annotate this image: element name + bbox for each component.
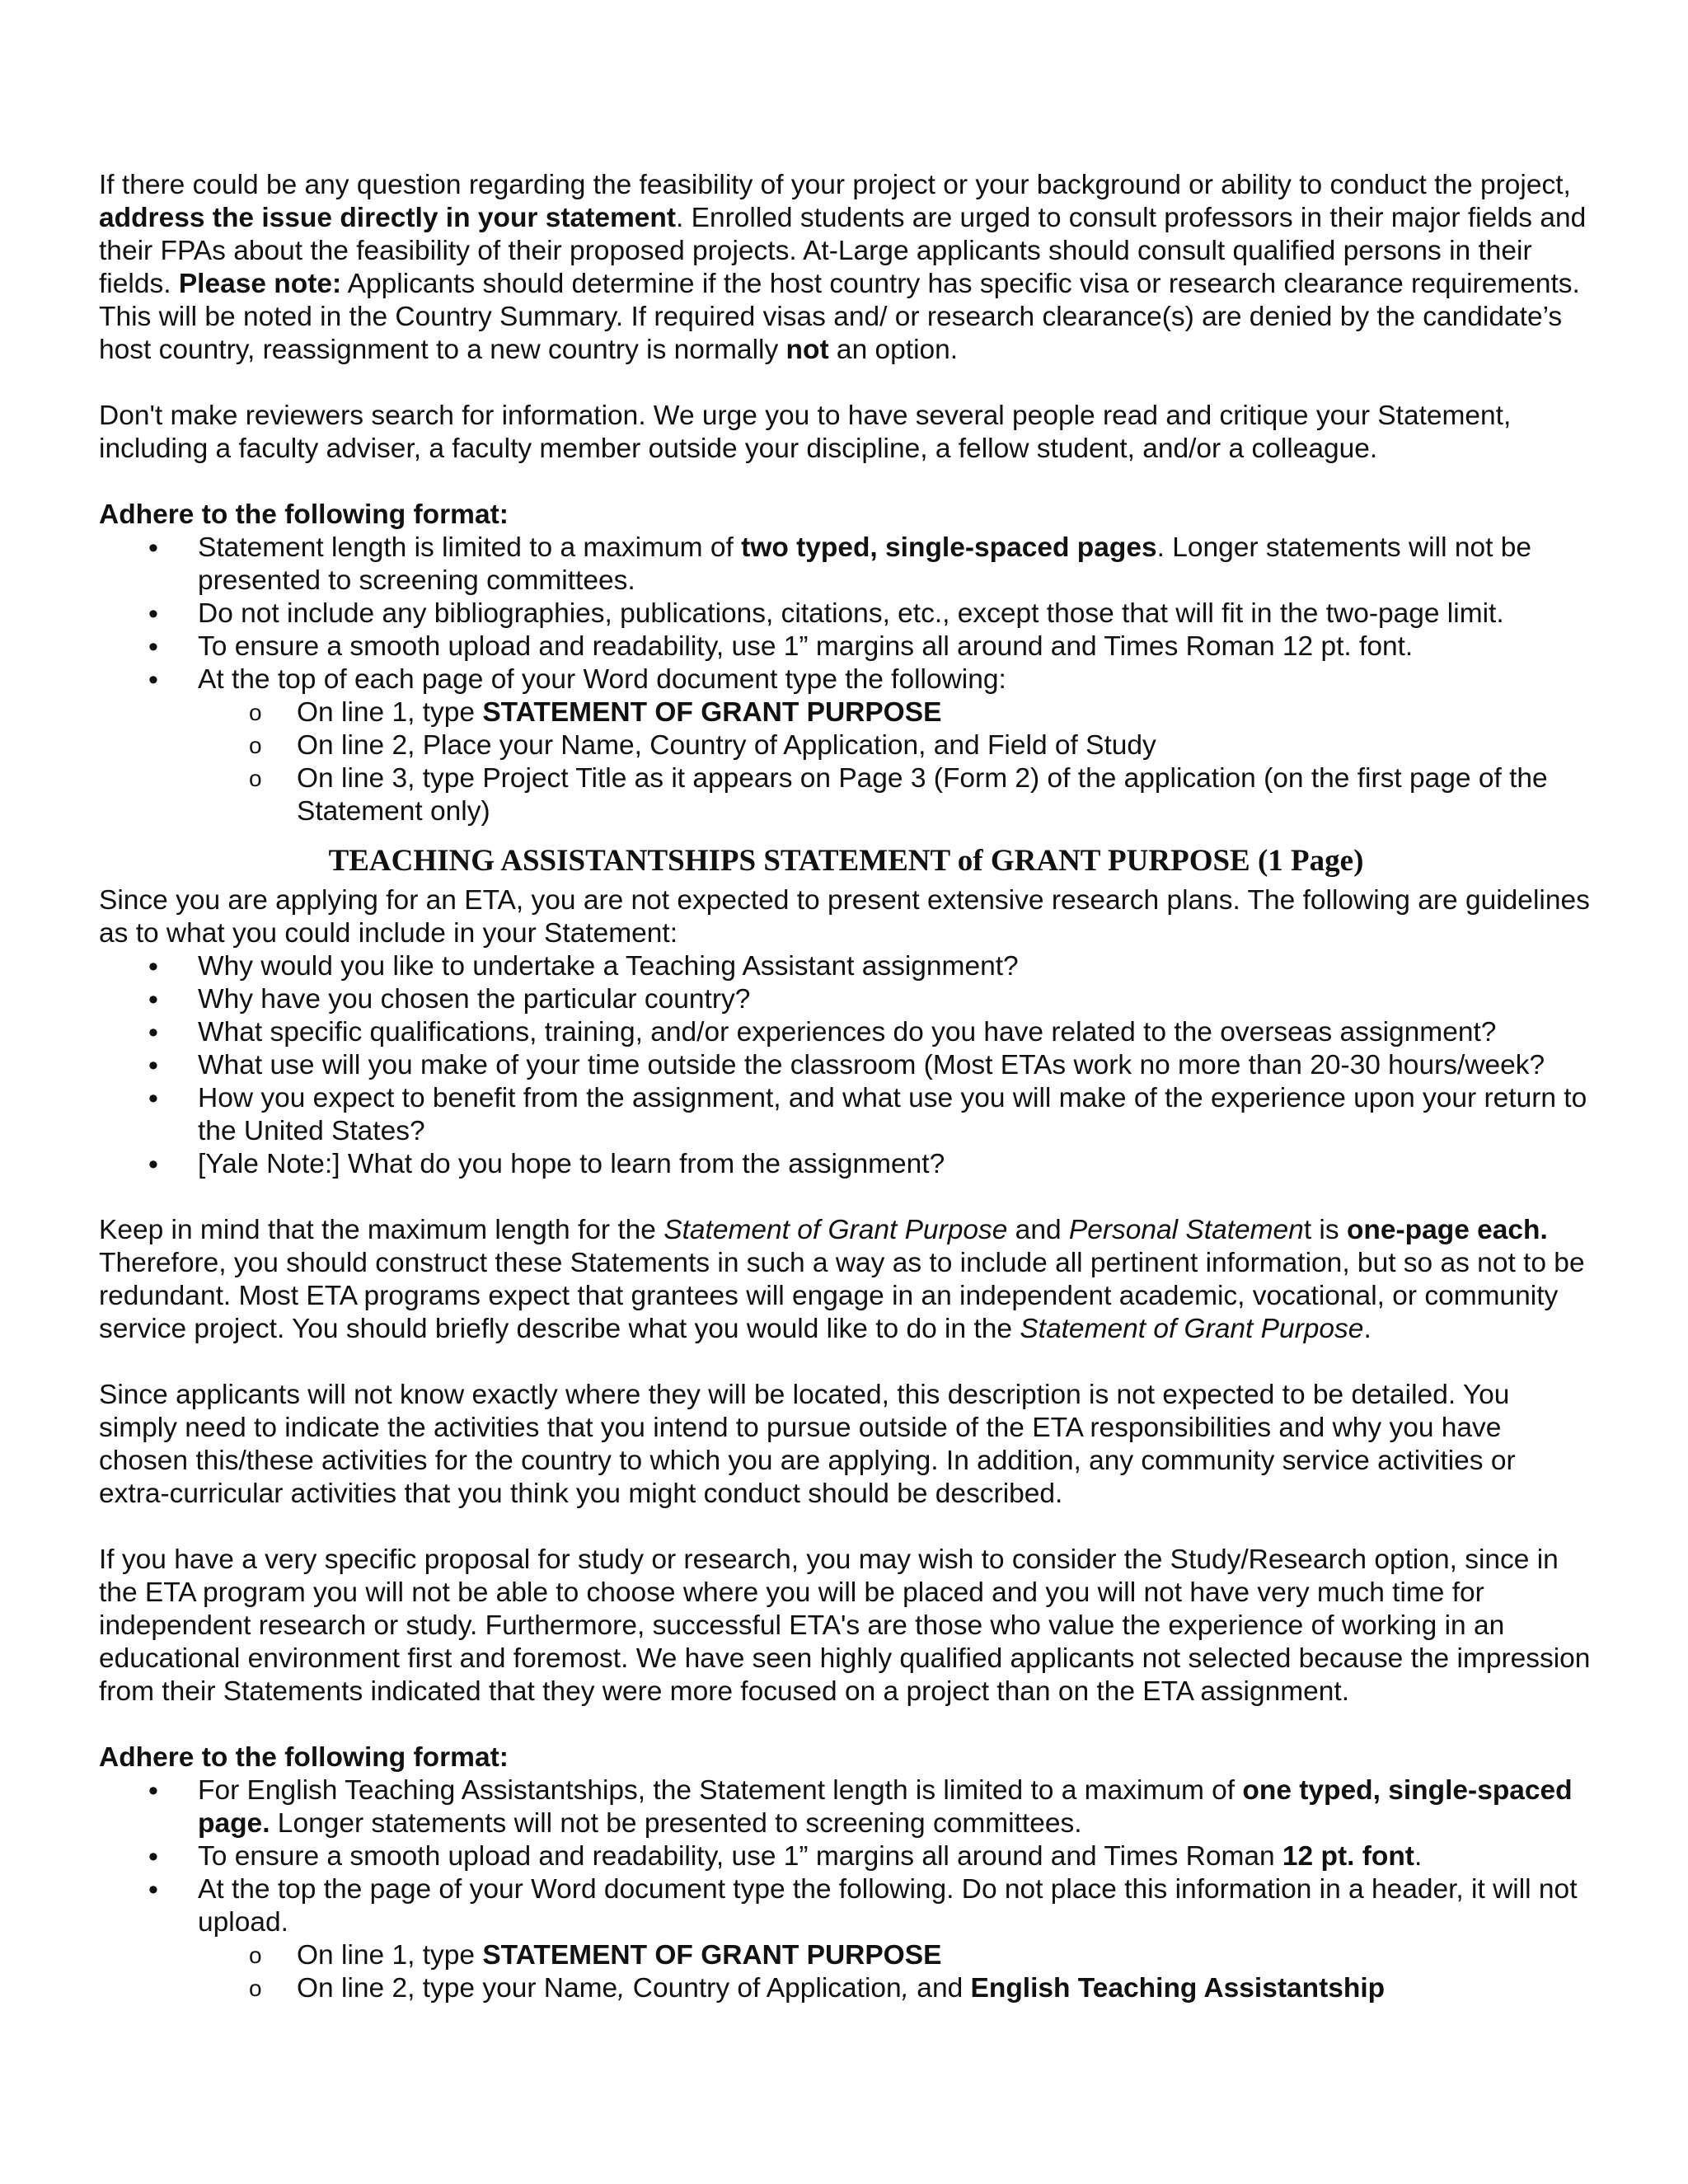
list-item: o On line 2, type your Name, Country of Application, and English Teaching Assistantship (297, 1972, 1593, 2005)
list-item: • How you expect to benefit from the assignment, and what use you will make of the experience upon your return to the United States? (198, 1082, 1593, 1148)
eta-intro-paragraph: Since you are applying for an ETA, you are not expected to present extensive research plans. The following are guidelines as to what you could include in your Statement: (99, 885, 1590, 949)
list-item: • Do not include any bibliographies, publications, citations, etc., except those that will fit in the two-page limit. (198, 598, 1593, 630)
list-item: • At the top the page of your Word document type the following. Do not place this information in a header, it will not upload. o On line 1, type STATEMENT OF GRANT PURPOSE o On line 2, type your Name, Country of Application, and English Teaching Assistantship (198, 1873, 1593, 2005)
eta-paragraph-research-option: If you have a very specific proposal for study or research, you may wish to consider the Study/Research option, since in the ETA program you will not be able to choose where you will be placed and you will not have very much time for independent research or study. Furthermore, successful ETA's are those who value the experience of working in an educational environment first and foremost. We have seen highly qualified applicants not selected because the impression from their Statements indicated that they were more focused on a project than on the ETA assignment. (99, 1544, 1591, 1707)
list-item: • To ensure a smooth upload and readability, use 1” margins all around and Times Roman 12 pt. font. (198, 630, 1593, 663)
format-list-1 (99, 532, 1593, 828)
list-item: o On line 1, type STATEMENT OF GRANT PURPOSE (297, 696, 1593, 729)
eta-guidelines-list (99, 950, 1593, 1181)
list-item: • Why have you chosen the particular country? (198, 983, 1593, 1016)
list-item: • At the top of each page of your Word document type the following: o On line 1, type STATEMENT OF GRANT PURPOSE o On line 2, Place your Name, Country of Application, and Field of Study o On line 3, type Project Title as it appears on Page 3 (Form 2) of the application (on the first page of the Statement only) (198, 663, 1593, 828)
list-item: • What use will you make of your time outside the classroom (Most ETAs work no more than 20-30 hours/week? (198, 1049, 1593, 1082)
spacer (99, 1181, 1593, 1214)
format-sublist-1 (198, 696, 1593, 828)
eta-paragraph-length: Keep in mind that the maximum length for the Statement of Grant Purpose and Personal Statement is one-page each. Therefore, you should construct these Statements in such a way as to include all pertinent information, but so as not to be redundant. Most ETA programs expect that grantees will engage in an independent academic, vocational, or community service project. You should briefly describe what you would like to do in the Statement of Grant Purpose. (99, 1215, 1585, 1344)
section-title-eta: TEACHING ASSISTANTSHIPS STATEMENT of GRANT PURPOSE (1 Page) (328, 844, 1364, 878)
format-sublist-2 (198, 1939, 1593, 2005)
list-item: • To ensure a smooth upload and readability, use 1” margins all around and Times Roman 12 pt. font. (198, 1840, 1593, 1873)
list-item: o On line 2, Place your Name, Country of Application, and Field of Study (297, 729, 1593, 762)
format-list-2 (99, 1774, 1593, 2005)
list-item: • Why would you like to undertake a Teaching Assistant assignment? (198, 950, 1593, 983)
format-heading-1: Adhere to the following format: (99, 499, 509, 530)
list-item: • What specific qualifications, training, and/or experiences do you have related to the overseas assignment? (198, 1016, 1593, 1049)
format-heading-2: Adhere to the following format: (99, 1742, 509, 1773)
list-item: • For English Teaching Assistantships, the Statement length is limited to a maximum of one typed, single-spaced page. Longer statements will not be presented to screening committees. (198, 1774, 1593, 1840)
list-item: • [Yale Note:] What do you hope to learn from the assignment? (198, 1148, 1593, 1181)
intro-paragraph-feasibility: If there could be any question regarding the feasibility of your project or your background or ability to conduct the project, address the issue directly in your statement. Enrolled students are urged to consult professors in their major fields and their FPAs about the feasibility of their proposed projects. At-Large applicants should consult qualified persons in their fields. Please note: Applicants should determine if the host country has specific visa or research clearance requirements. This will be noted in the Country Summary. If required visas and/ or research clearance(s) are denied by the candidate’s host country, reassignment to a new country is normally not an option. (99, 170, 1587, 365)
intro-paragraph-reviewers: Don't make reviewers search for information. We urge you to have several people read and critique your Statement, including a faculty adviser, a faculty member outside your discipline, a fellow student, and/or a colleague. (99, 401, 1512, 464)
list-item: o On line 3, type Project Title as it appears on Page 3 (Form 2) of the application (on the first page of the Statement only) (297, 762, 1593, 828)
list-item: • Statement length is limited to a maximum of two typed, single-spaced pages. Longer statements will not be presented to screening committees. (198, 532, 1593, 598)
list-item: o On line 1, type STATEMENT OF GRANT PURPOSE (297, 1939, 1593, 1972)
eta-paragraph-location: Since applicants will not know exactly where they will be located, this description is not expected to be detailed. You simply need to indicate the activities that you intend to pursue outside of the ETA responsibilities and why you have chosen this/these activities for the country to which you are applying. In addition, any community service activities or extra-curricular activities that you think you might conduct should be described. (99, 1380, 1516, 1509)
